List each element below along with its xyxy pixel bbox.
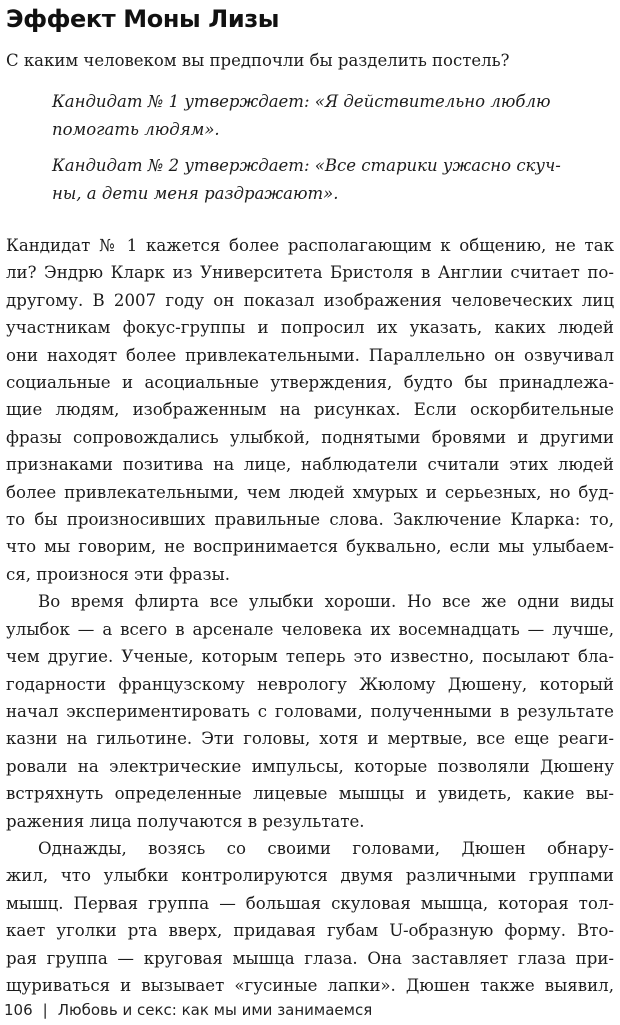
- text-line: признаками позитива на лице, наблюдатели считали этих людей: [6, 455, 614, 475]
- text-line: ся, произнося эти фразы.: [6, 564, 231, 584]
- text-line: Кандидат № 1 кажется более располагающим к общению, не так: [6, 236, 614, 255]
- book-title: Любовь и секс: как мы ими занимаемся: [57, 1001, 373, 1019]
- text-line: годарности французскому неврологу Жюлому Дюшену, который: [6, 674, 614, 694]
- page-footer: [4, 999, 372, 1021]
- text-line: ли? Эндрю Кларк из Университета Бристоля в Англии считает по-: [6, 263, 614, 283]
- quote-line: Кандидат № 2 утверждает: «Все старики ужасно скуч-: [52, 156, 561, 175]
- text-line: начал экспериментировать с головами, полученными в результате: [6, 701, 614, 721]
- text-line: щуриваться и вызывает «гусиные лапки». Дюшен также выявил,: [6, 975, 614, 995]
- text-line: рая группа — круговая мышца глаза. Она заставляет глаза при-: [6, 948, 614, 968]
- text-line: участникам фокус-группы и попросил их указать, каких людей: [6, 318, 614, 338]
- quote-line: ны, а дети меня раздражают».: [52, 184, 339, 203]
- text-line: фразы сопровождались улыбкой, поднятыми бровями и другими: [6, 427, 614, 447]
- text-line: они находят более привлекательными. Параллельно он озвучивал: [6, 345, 614, 365]
- text-line: другому. В 2007 году он показал изображения человеческих лиц: [6, 290, 614, 310]
- text-line: щие людям, изображенным на рисунках. Если оскорбительные: [6, 400, 614, 420]
- text-line: что мы говорим, не воспринимается буквально, если мы улыбаем-: [6, 537, 614, 557]
- text-line: то бы произносивших правильные слова. Заключение Кларка: то,: [6, 510, 614, 530]
- page-number: 106: [4, 1001, 33, 1019]
- quote-line: помогать людям».: [52, 120, 220, 139]
- text-line: ражения лица получаются в результате.: [6, 811, 365, 831]
- text-line: Во время флирта все улыбки хороши. Но все же одни виды: [38, 592, 614, 612]
- candidate-2-quote: [52, 152, 582, 208]
- text-line: жил, что улыбки контролируются двумя различными группами: [6, 866, 614, 886]
- section-heading: Эффект Моны Лизы: [6, 5, 280, 33]
- text-line: ровали на электрические импульсы, которые позволяли Дюшену: [6, 756, 614, 776]
- text-line: мышц. Первая группа — большая скуловая мышца, которая тол-: [6, 893, 614, 913]
- footer-separator: |: [42, 1001, 48, 1019]
- text-line: казни на гильотине. Эти головы, хотя и мертвые, все еще реаги-: [6, 729, 614, 749]
- text-line: более привлекательными, чем людей хмурых и серьезных, но буд-: [6, 482, 614, 502]
- quote-line: Кандидат № 1 утверждает: «Я действительно люблю: [52, 92, 551, 111]
- text-line: чем другие. Ученые, которым теперь это известно, посылают бла-: [6, 647, 614, 667]
- text-line: Однажды, возясь со своими головами, Дюшен обнару-: [38, 838, 614, 858]
- text-line: социальные и асоциальные утверждения, будто бы принадлежа-: [6, 373, 614, 393]
- text-line: кает уголки рта вверх, придавая губам U-образную форму. Вто-: [6, 921, 614, 941]
- candidate-1-quote: [52, 88, 582, 144]
- body-text: [6, 232, 614, 999]
- text-line: встряхнуть определенные лицевые мышцы и увидеть, какие вы-: [6, 784, 614, 804]
- text-line: улыбок — а всего в арсенале человека их восемнадцать — лучше,: [6, 619, 614, 639]
- question-text: С каким человеком вы предпочли бы разделить постель?: [6, 51, 510, 70]
